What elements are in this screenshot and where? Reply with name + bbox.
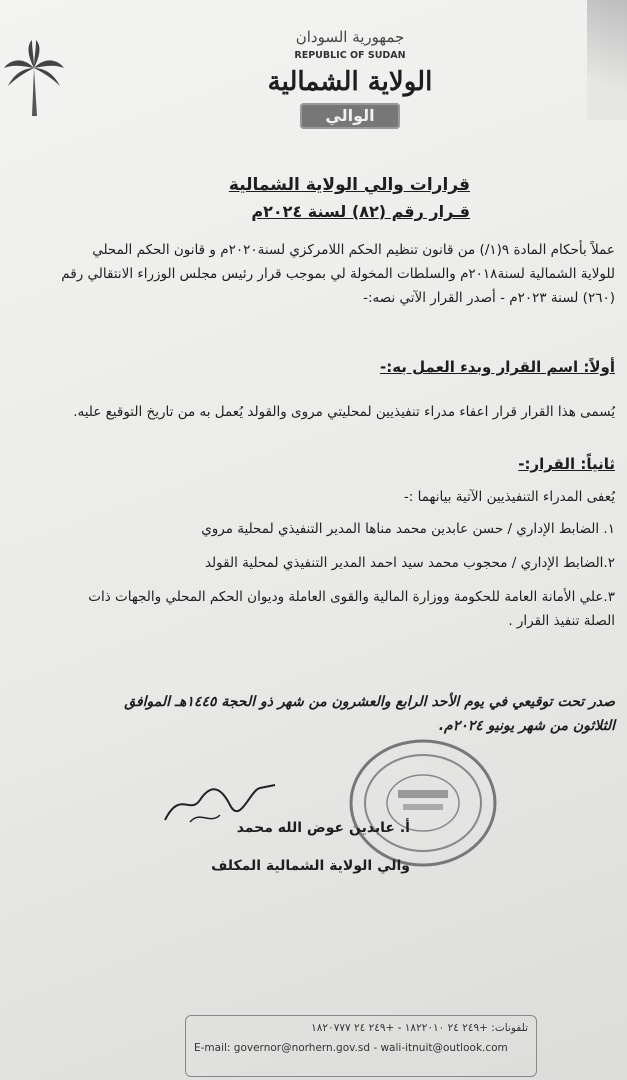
state-name: الولاية الشمالية bbox=[267, 67, 433, 97]
page-shadow bbox=[587, 0, 627, 120]
decision-item: ٢.الضابط الإداري / محجوب محمد سيد احمد المدير التنفيذي لمحلية القولد bbox=[204, 555, 615, 571]
footer-email: E-mail: governor@norhern.gov.sd - wali-itnuit@outlook.com bbox=[194, 1042, 508, 1054]
letterhead bbox=[255, 20, 445, 160]
decision-title: قرارات والي الولاية الشمالية bbox=[228, 175, 470, 195]
section2-body bbox=[60, 485, 615, 633]
preamble-paragraph: عملاً بأحكام المادة ٩(١/) من قانون تنظيم الحكم اللامركزي لسنة٢٠٢٠م و قانون الحكم المحلي للولاية الشمالية لسنة٢٠١٨م والسلطات المخولة لي بموجب قرار رئيس مجلس الوزراء الانتقالي رقم (٢٦٠) لسنة ٢٠٢٣م - أصدر القرار الآتي نصه:- bbox=[61, 242, 615, 306]
decision-number: قـرار رقم (٨٢) لسنة ٢٠٢٤م bbox=[251, 202, 470, 221]
office-badge: الوالي bbox=[300, 103, 400, 129]
decision-item: ٣.علي الأمانة العامة للحكومة ووزارة المالية والقوى العاملة وديوان الحكم المحلي والجهات ذات الصلة تنفيذ القرار . bbox=[88, 589, 615, 629]
republic-label: REPUBLIC OF SUDAN bbox=[294, 50, 406, 61]
footer-phones: تلفونات: +٢٤٩ ٢٤ ١٨٢٢٠١٠ - +٢٤٩ ٢٤ ١٨٢٠٧٧٧ bbox=[311, 1022, 528, 1034]
palm-tree-emblem-icon bbox=[2, 38, 66, 118]
section1-heading: أولاً: اسم القرار وبدء العمل به:- bbox=[379, 358, 615, 376]
footer-contact-box bbox=[185, 1015, 537, 1077]
issuance-statement: صدر تحت توقيعي في يوم الأحد الرابع والعشرون من شهر ذو الحجة ١٤٤٥هـ الموافق الثلاثون من شهر يونيو ٢٠٢٤م. bbox=[124, 694, 615, 734]
official-seal-icon bbox=[348, 738, 498, 868]
republic-calligraphy: جمهورية السودان bbox=[295, 28, 405, 46]
signatory-role: والي الولاية الشمالية المكلف bbox=[211, 858, 410, 874]
signatory-name: أ. عابدين عوض الله محمد bbox=[236, 820, 410, 836]
section1-text: يُسمى هذا القرار قرار اعفاء مدراء تنفيذيين لمحليتي مروى والقولد يُعمل به من تاريخ التوقيع عليه. bbox=[73, 404, 615, 420]
decision-item: ١. الضابط الإداري / حسن عابدين محمد مناها المدير التنفيذي لمحلية مروي bbox=[201, 521, 615, 537]
section2-intro: يُعفى المدراء التنفيذيين الآتية بيانهما :- bbox=[403, 489, 615, 505]
section2-heading: ثانياً: القرار:- bbox=[518, 455, 615, 473]
